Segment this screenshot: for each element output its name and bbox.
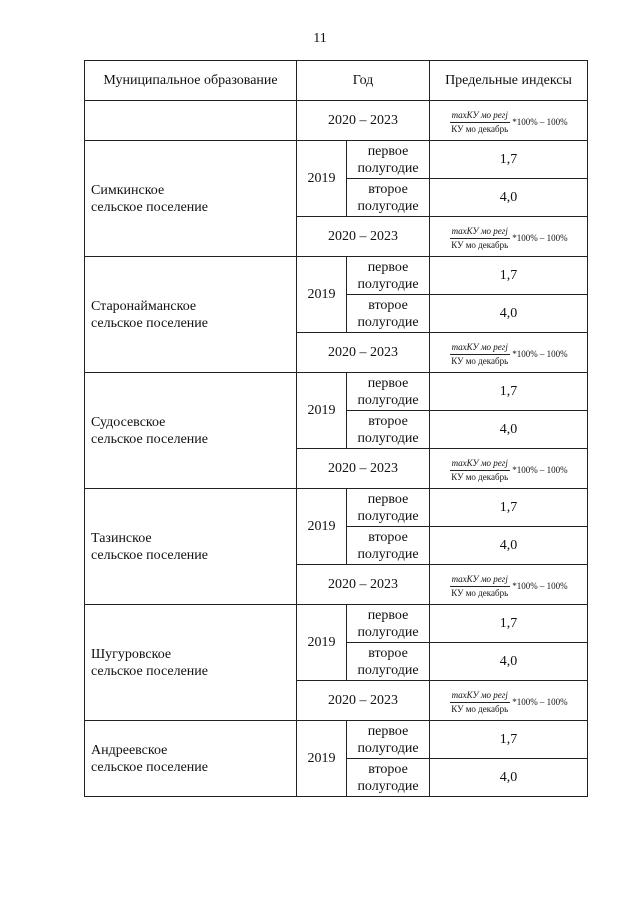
formula-cell <box>430 101 588 141</box>
second-half-label <box>347 411 430 449</box>
half-word: первое <box>367 143 409 159</box>
second-half-label <box>347 759 430 797</box>
municipality-type: сельское поселение <box>91 199 208 215</box>
year-cell: 2019 <box>297 721 347 797</box>
second-half-value: 4,0 <box>430 179 588 217</box>
municipality-name: Андреевское <box>91 742 168 758</box>
empty-municipality-cell <box>85 101 297 141</box>
half-word: полугодие <box>357 160 419 176</box>
half-word: второе <box>368 181 408 197</box>
half-word: первое <box>367 375 409 391</box>
formula <box>449 690 567 715</box>
first-half-row <box>85 489 588 527</box>
first-half-row <box>85 605 588 643</box>
second-half-label <box>347 179 430 217</box>
municipality-name: Симкинское <box>91 182 165 198</box>
formula-denominator: КУ мо декабрь <box>451 471 509 482</box>
second-half-label <box>347 527 430 565</box>
half-word: полугодие <box>357 740 419 756</box>
half-word: полугодие <box>357 198 419 214</box>
first-half-label <box>347 141 430 179</box>
half-word: второе <box>368 413 408 429</box>
second-half-label <box>347 295 430 333</box>
formula-numerator: maxКУ мо регj <box>450 690 510 703</box>
second-half-label <box>347 643 430 681</box>
second-half-value: 4,0 <box>430 643 588 681</box>
half-word: полугодие <box>357 276 419 292</box>
half-word: полугодие <box>357 392 419 408</box>
municipality-name-cell <box>85 721 297 797</box>
municipality-name: Тазинское <box>91 530 152 546</box>
half-word: первое <box>367 259 409 275</box>
first-half-value: 1,7 <box>430 605 588 643</box>
first-half-row <box>85 373 588 411</box>
half-word: первое <box>367 723 409 739</box>
formula <box>449 110 567 135</box>
municipality-name-cell <box>85 141 297 257</box>
formula-tail: *100% – 100% <box>512 465 568 475</box>
year-cell: 2019 <box>297 373 347 449</box>
formula-numerator: maxКУ мо регj <box>450 226 510 239</box>
formula-cell <box>430 449 588 489</box>
half-word: полугодие <box>357 624 419 640</box>
year-cell: 2019 <box>297 489 347 565</box>
formula <box>449 574 567 599</box>
half-word: полугодие <box>357 508 419 524</box>
period-cell: 2020 – 2023 <box>297 217 430 257</box>
second-half-value: 4,0 <box>430 527 588 565</box>
page-number: 11 <box>313 31 327 46</box>
formula-cell <box>430 681 588 721</box>
year-cell: 2019 <box>297 141 347 217</box>
formula-numerator: maxКУ мо регj <box>450 342 510 355</box>
formula-tail: *100% – 100% <box>512 117 568 127</box>
half-word: полугодие <box>357 430 419 446</box>
first-half-value: 1,7 <box>430 373 588 411</box>
formula-denominator: КУ мо декабрь <box>451 587 509 598</box>
municipality-type: сельское поселение <box>91 431 208 447</box>
first-half-label <box>347 489 430 527</box>
first-half-row <box>85 721 588 759</box>
first-half-label <box>347 373 430 411</box>
municipality-name-cell <box>85 489 297 605</box>
municipality-type: сельское поселение <box>91 759 208 775</box>
first-half-label <box>347 721 430 759</box>
formula-denominator: КУ мо декабрь <box>451 703 509 714</box>
municipality-name-cell <box>85 257 297 373</box>
municipality-type: сельское поселение <box>91 663 208 679</box>
second-half-value: 4,0 <box>430 411 588 449</box>
formula-numerator: maxКУ мо регj <box>450 574 510 587</box>
formula-cell <box>430 565 588 605</box>
first-half-value: 1,7 <box>430 721 588 759</box>
header-indices: Предельные индексы <box>430 61 588 101</box>
first-half-value: 1,7 <box>430 141 588 179</box>
municipality-type: сельское поселение <box>91 547 208 563</box>
municipality-name: Судосевское <box>91 414 166 430</box>
second-half-value: 4,0 <box>430 759 588 797</box>
year-cell: 2019 <box>297 605 347 681</box>
year-cell: 2019 <box>297 257 347 333</box>
half-word: первое <box>367 491 409 507</box>
formula-denominator: КУ мо декабрь <box>451 123 509 134</box>
formula-tail: *100% – 100% <box>512 233 568 243</box>
first-half-row <box>85 257 588 295</box>
second-half-value: 4,0 <box>430 295 588 333</box>
first-half-label <box>347 257 430 295</box>
formula-cell <box>430 217 588 257</box>
first-half-value: 1,7 <box>430 257 588 295</box>
top-period-row <box>85 101 588 141</box>
formula <box>449 226 567 251</box>
half-word: второе <box>368 645 408 661</box>
formula-numerator: maxКУ мо регj <box>450 458 510 471</box>
index-table <box>84 60 588 797</box>
period-cell: 2020 – 2023 <box>297 333 430 373</box>
municipality-name-cell <box>85 373 297 489</box>
half-word: второе <box>368 529 408 545</box>
header-municipality: Муниципальное образование <box>85 61 297 101</box>
first-half-label <box>347 605 430 643</box>
period-cell: 2020 – 2023 <box>297 565 430 605</box>
formula-denominator: КУ мо декабрь <box>451 239 509 250</box>
municipality-type: сельское поселение <box>91 315 208 331</box>
period-cell: 2020 – 2023 <box>297 681 430 721</box>
half-word: первое <box>367 607 409 623</box>
period-cell: 2020 – 2023 <box>297 449 430 489</box>
half-word: полугодие <box>357 778 419 794</box>
formula <box>449 342 567 367</box>
formula <box>449 458 567 483</box>
half-word: второе <box>368 761 408 777</box>
formula-tail: *100% – 100% <box>512 697 568 707</box>
half-word: полугодие <box>357 662 419 678</box>
municipality-name-cell <box>85 605 297 721</box>
half-word: второе <box>368 297 408 313</box>
formula-numerator: maxКУ мо регj <box>450 110 510 123</box>
half-word: полугодие <box>357 314 419 330</box>
formula-cell <box>430 333 588 373</box>
first-half-value: 1,7 <box>430 489 588 527</box>
period-cell: 2020 – 2023 <box>297 101 430 141</box>
header-year: Год <box>297 61 430 101</box>
half-word: полугодие <box>357 546 419 562</box>
municipality-name: Старонаймaнское <box>91 298 197 314</box>
municipality-name: Шугуровское <box>91 646 172 662</box>
formula-tail: *100% – 100% <box>512 581 568 591</box>
table-header-row <box>85 61 588 101</box>
first-half-row <box>85 141 588 179</box>
formula-denominator: КУ мо декабрь <box>451 355 509 366</box>
formula-tail: *100% – 100% <box>512 349 568 359</box>
